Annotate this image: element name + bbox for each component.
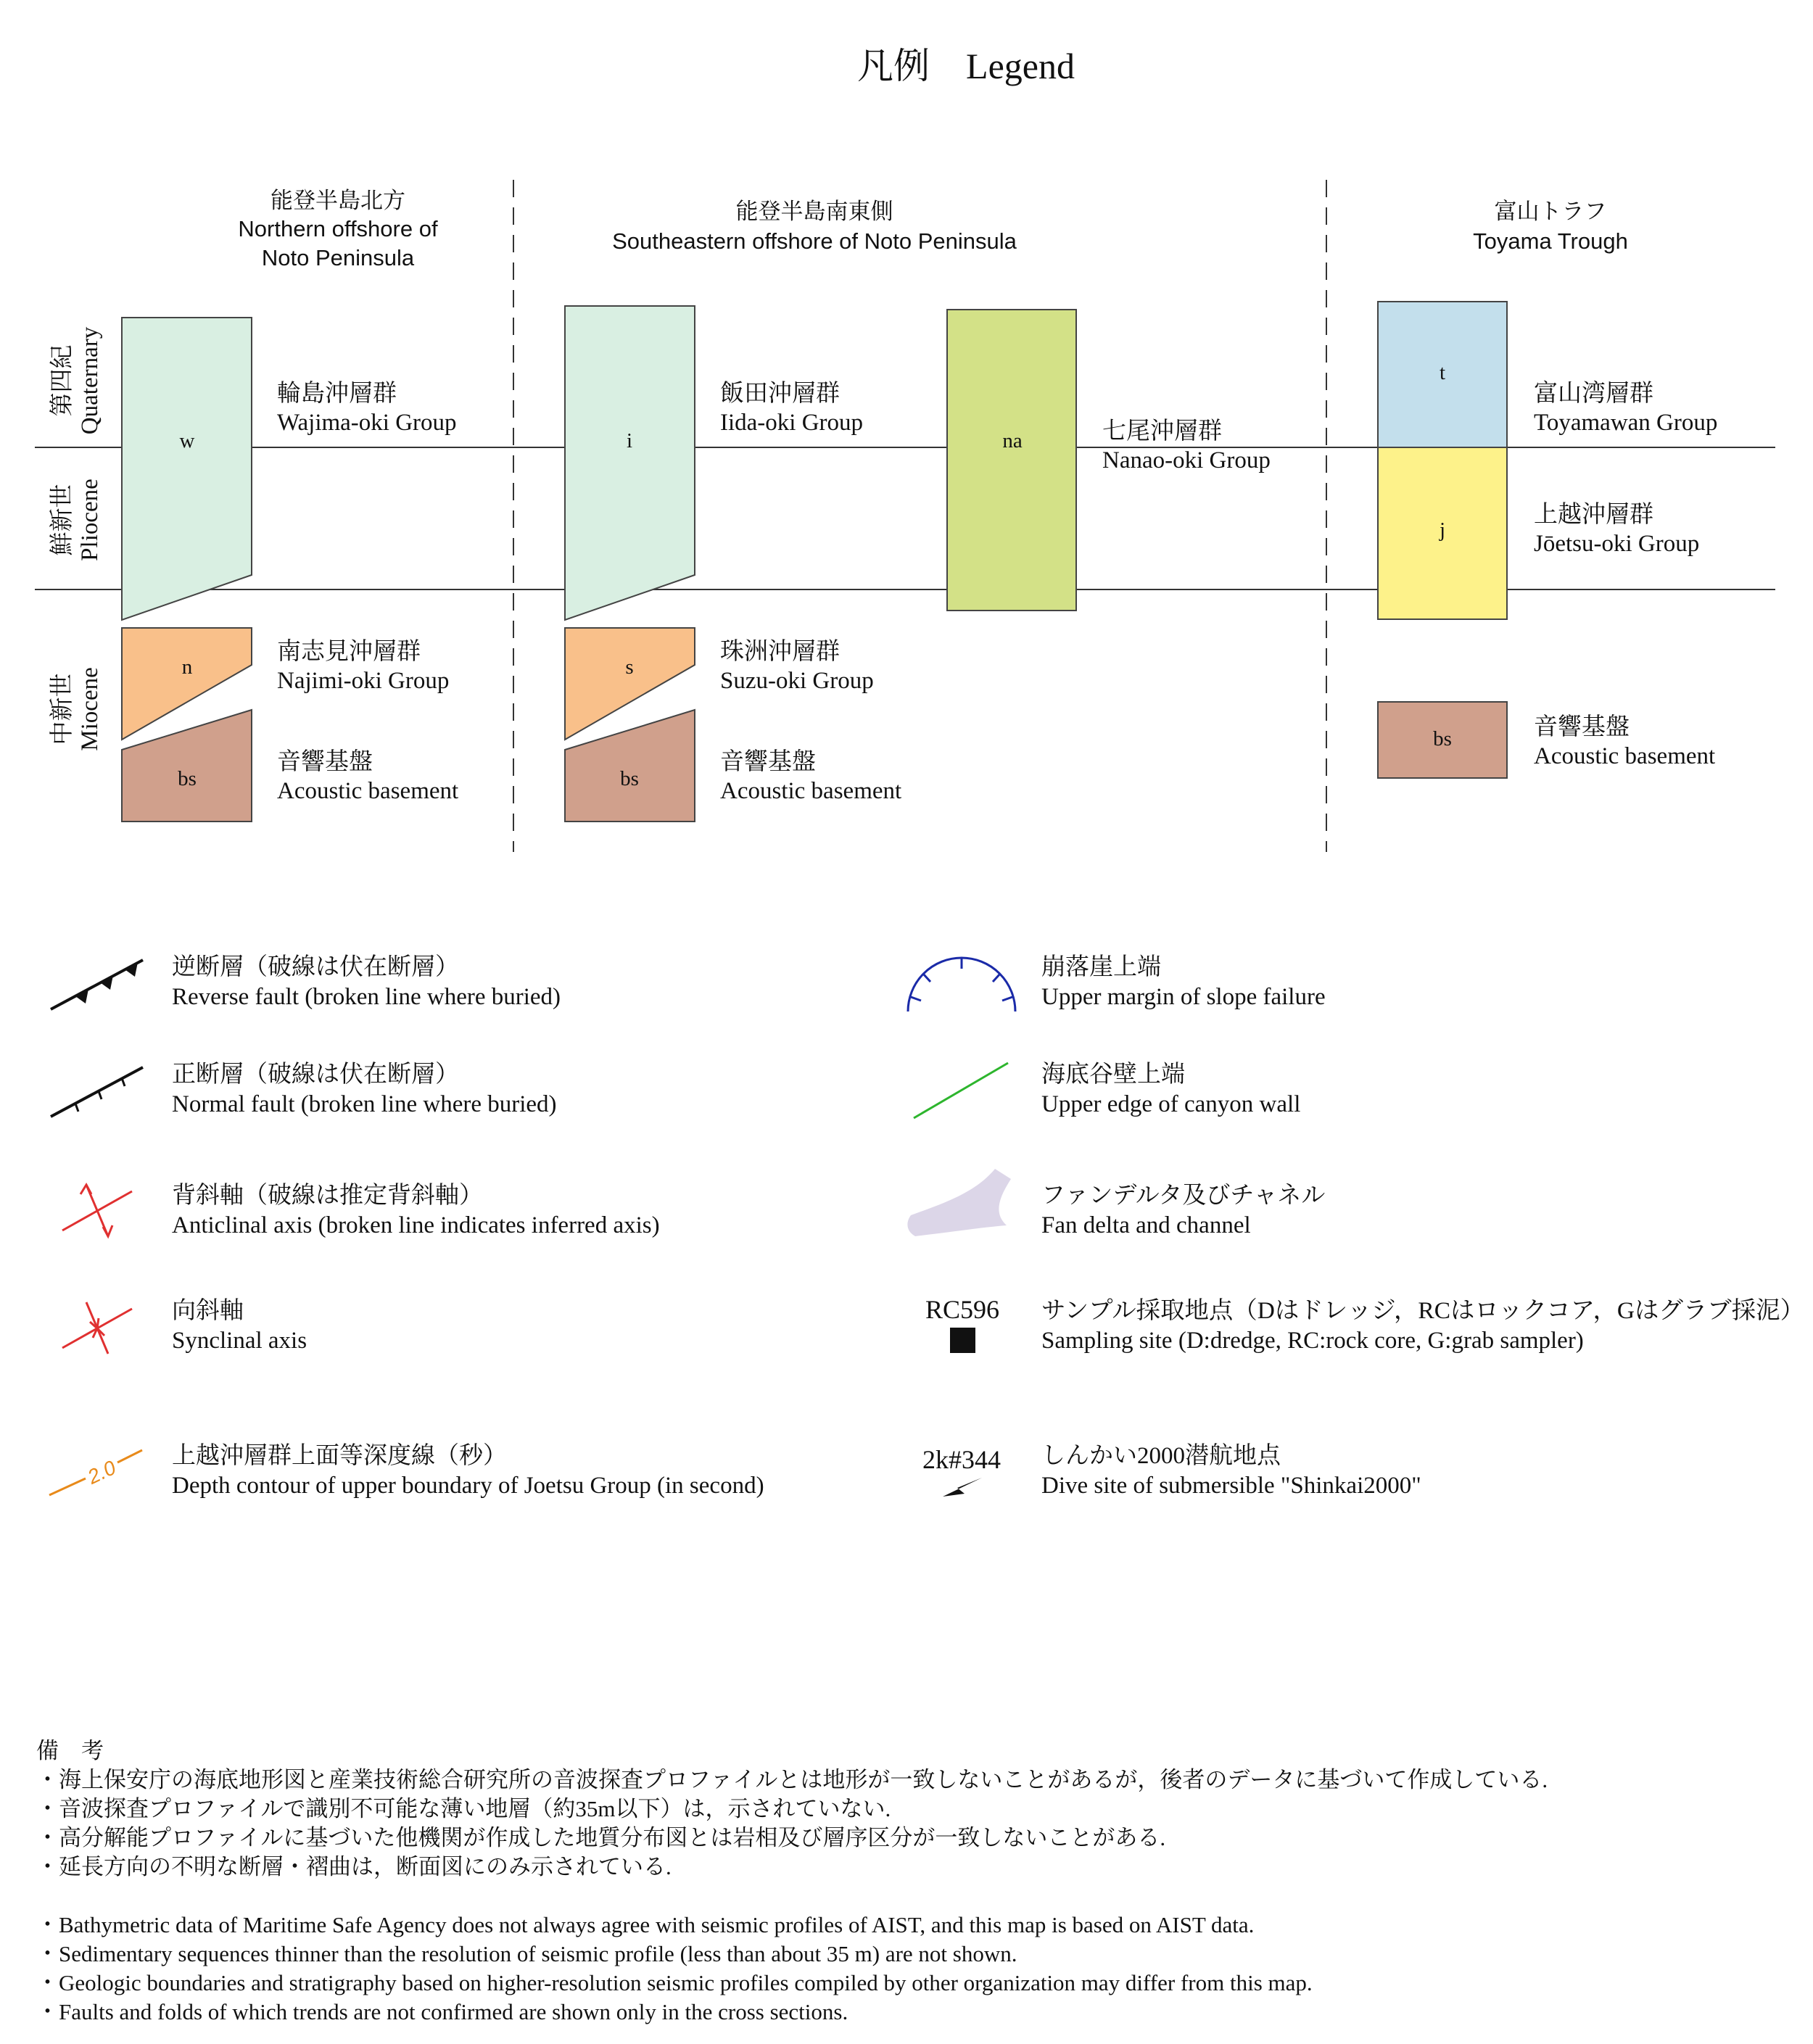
remarks-heading: 備 考 bbox=[36, 1738, 104, 1763]
symbol-caption-ja: 背斜軸（破線は推定背斜軸） bbox=[172, 1183, 483, 1209]
dive-site-label: 2k#344 bbox=[922, 1445, 1001, 1474]
unit-name-ja: 音響基盤 bbox=[1534, 714, 1630, 740]
region-southeast-ja: 能登半島南東側 bbox=[735, 199, 893, 224]
remark-ja: ・海上保安庁の海底地形図と産業技術総合研究所の音波探査プロファイルとは地形が一致しないことがあるが，後者のデータに基づいて作成している. bbox=[36, 1767, 1548, 1792]
unit-name-en: Iida-oki Group bbox=[720, 410, 864, 436]
unit-name-ja: 輪島沖層群 bbox=[277, 381, 397, 407]
unit-code-j: j bbox=[1439, 518, 1446, 542]
symbol-caption-en: Upper edge of canyon wall bbox=[1041, 1091, 1301, 1117]
legend-title: 凡例 Legend bbox=[857, 46, 1075, 86]
unit-code-i: i bbox=[626, 429, 633, 452]
symbol-caption-ja: 正断層（破線は伏在断層） bbox=[172, 1062, 459, 1088]
remark-en: ・Geologic boundaries and stratigraphy based on higher-resolution seismic profiles compiled by other organization may differ from this map. bbox=[36, 1970, 1313, 1995]
unit-name-ja: 飯田沖層群 bbox=[720, 381, 840, 407]
unit-name-ja: 音響基盤 bbox=[277, 749, 373, 775]
symbol-caption-en: Depth contour of upper boundary of Joetsu Group (in second) bbox=[172, 1473, 764, 1499]
symbol-caption-en: Fan delta and channel bbox=[1041, 1212, 1251, 1238]
symbol-caption-ja: しんかい2000潜航地点 bbox=[1041, 1443, 1281, 1469]
region-toyama-en: Toyama Trough bbox=[1473, 228, 1628, 254]
anticline-icon bbox=[62, 1185, 132, 1236]
canyon-wall-icon bbox=[914, 1063, 1008, 1118]
region-north-en1: Northern offshore of bbox=[238, 216, 438, 241]
unit-box-nanao-oki bbox=[947, 310, 1076, 611]
reverse-fault-icon bbox=[51, 960, 143, 1009]
unit-name-en: Acoustic basement bbox=[720, 778, 902, 804]
unit-name-ja: 珠洲沖層群 bbox=[720, 639, 840, 665]
epoch-miocene-en: Miocene bbox=[77, 667, 103, 751]
symbol-caption-ja: 上越沖層群上面等深度線（秒） bbox=[172, 1443, 507, 1469]
symbol-caption-en: Normal fault (broken line where buried) bbox=[172, 1091, 557, 1117]
dive-site-icon bbox=[922, 1445, 1001, 1497]
region-north-en2: Noto Peninsula bbox=[261, 245, 415, 270]
symbol-caption-ja: ファンデルタ及びチャネル bbox=[1041, 1183, 1326, 1209]
epoch-quaternary-en: Quaternary bbox=[77, 326, 103, 435]
unit-code-bs: bs bbox=[620, 767, 639, 790]
depth-contour-label: 2.0 bbox=[84, 1456, 120, 1489]
symbol-caption-en: Synclinal axis bbox=[172, 1328, 307, 1354]
symbol-caption-en: Dive site of submersible "Shinkai2000" bbox=[1041, 1473, 1421, 1499]
unit-code-t: t bbox=[1439, 361, 1446, 384]
remark-ja: ・延長方向の不明な断層・褶曲は，断面図にのみ示されている. bbox=[36, 1854, 672, 1879]
normal-fault-icon bbox=[51, 1067, 143, 1117]
unit-name-ja: 富山湾層群 bbox=[1534, 381, 1653, 407]
unit-box-wajima-oki bbox=[122, 318, 252, 620]
epoch-quaternary-ja: 第四紀 bbox=[49, 344, 75, 417]
unit-name-en: Acoustic basement bbox=[277, 778, 459, 804]
symbol-caption-en: Sampling site (D:dredge, RC:rock core, G:grab sampler) bbox=[1041, 1328, 1584, 1354]
unit-name-en: Suzu-oki Group bbox=[720, 668, 874, 694]
slope-failure-icon bbox=[908, 958, 1015, 1011]
region-southeast-en: Southeastern offshore of Noto Peninsula bbox=[612, 228, 1017, 254]
remark-en: ・Bathymetric data of Maritime Safe Agency does not always agree with seismic profiles of AIST, and this map is based on AIST data. bbox=[36, 1912, 1255, 1937]
sampling-site-label: RC596 bbox=[925, 1295, 1000, 1324]
epoch-pliocene-ja: 鮮新世 bbox=[49, 484, 75, 556]
unit-name-en: Jōetsu-oki Group bbox=[1534, 531, 1700, 557]
unit-name-ja: 上越沖層群 bbox=[1534, 502, 1653, 528]
unit-code-s: s bbox=[625, 655, 634, 679]
unit-code-bs: bs bbox=[1433, 727, 1452, 750]
remark-ja: ・高分解能プロファイルに基づいた他機関が作成した地質分布図とは岩相及び層序区分が一致しないことがある. bbox=[36, 1825, 1166, 1850]
unit-name-ja: 南志見沖層群 bbox=[277, 639, 421, 665]
symbol-caption-ja: 向斜軸 bbox=[172, 1298, 244, 1324]
unit-name-en: Toyamawan Group bbox=[1534, 410, 1718, 436]
fan-delta-icon bbox=[907, 1169, 1011, 1236]
symbol-caption-ja: 海底谷壁上端 bbox=[1041, 1062, 1185, 1088]
symbol-caption-ja: 崩落崖上端 bbox=[1041, 954, 1161, 980]
remark-en: ・Faults and folds of which trends are not confirmed are shown only in the cross sections. bbox=[36, 1999, 848, 2024]
unit-box-iida-oki bbox=[565, 306, 695, 620]
symbol-caption-en: Reverse fault (broken line where buried) bbox=[172, 984, 561, 1010]
remarks-section bbox=[36, 1737, 1791, 2027]
unit-code-n: n bbox=[181, 655, 193, 679]
unit-name-ja: 七尾沖層群 bbox=[1102, 418, 1222, 444]
remarks-spacer bbox=[36, 1882, 1791, 1911]
sampling-site-icon bbox=[925, 1295, 999, 1353]
unit-code-w: w bbox=[179, 429, 195, 452]
unit-name-en: Wajima-oki Group bbox=[277, 410, 457, 436]
remark-en: ・Sedimentary sequences thinner than the resolution of seismic profile (less than about 35 m) are not shown. bbox=[36, 1941, 1017, 1966]
unit-name-ja: 音響基盤 bbox=[720, 749, 816, 775]
unit-name-en: Acoustic basement bbox=[1534, 743, 1716, 769]
syncline-icon bbox=[62, 1302, 132, 1354]
remark-ja: ・音波探査プロファイルで識別不可能な薄い地層（約35m以下）は，示されていない. bbox=[36, 1796, 891, 1821]
unit-code-na: na bbox=[1002, 429, 1023, 452]
symbol-caption-en: Anticlinal axis (broken line indicates inferred axis) bbox=[172, 1212, 660, 1238]
symbol-caption-ja: サンプル採取地点（Dはドレッジ，RCはロックコア，Gはグラブ採泥） bbox=[1041, 1298, 1795, 1324]
depth-contour-icon bbox=[49, 1450, 142, 1495]
epoch-pliocene-en: Pliocene bbox=[77, 479, 103, 561]
symbol-caption-ja: 逆断層（破線は伏在断層） bbox=[172, 954, 459, 980]
epoch-miocene-ja: 中新世 bbox=[49, 673, 75, 745]
unit-name-en: Nanao-oki Group bbox=[1102, 447, 1271, 473]
region-north-ja: 能登半島北方 bbox=[270, 188, 405, 213]
symbol-caption-en: Upper margin of slope failure bbox=[1041, 984, 1326, 1010]
unit-name-en: Najimi-oki Group bbox=[277, 668, 450, 694]
unit-code-bs: bs bbox=[178, 767, 197, 790]
region-toyama-ja: 富山トラフ bbox=[1494, 199, 1607, 224]
